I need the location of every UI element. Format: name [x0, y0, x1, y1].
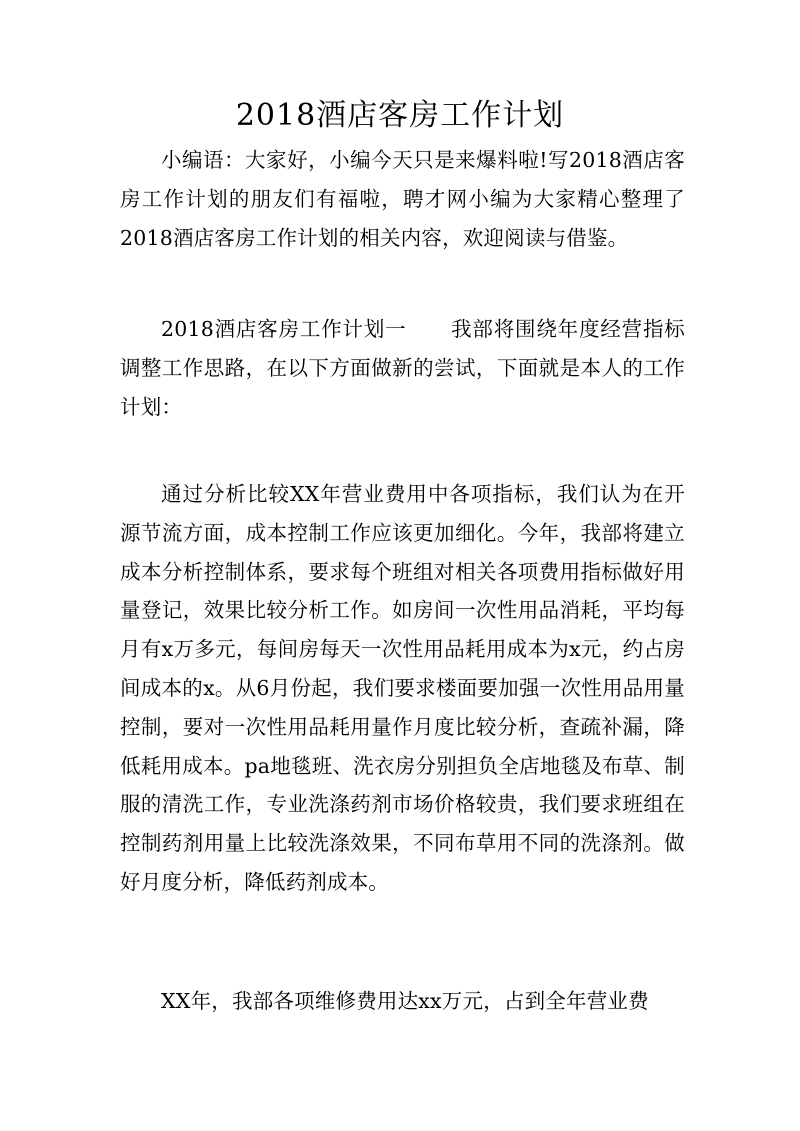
cost-control-paragraph	[120, 475, 685, 902]
plan-one-text: 我部将围绕年度经营指标调整工作思路，在以下方面做新的尝试，下面就是本人的工作计划：	[120, 317, 685, 419]
intro-paragraph	[120, 141, 685, 257]
document-title: 2018酒店客房工作计划	[235, 98, 565, 133]
maintenance-paragraph	[120, 982, 685, 1021]
intro-text: 小编语：大家好，小编今天只是来爆料啦!写2018酒店客房工作计划的朋友们有福啦，聘才网小编为大家精心整理了2018酒店客房工作计划的相关内容，欢迎阅读与借鉴。	[120, 148, 685, 250]
cost-control-text: 通过分析比较XX年营业费用中各项指标，我们认为在开源节流方面，成本控制工作应该更加细化。今年，我部将建立成本分析控制体系，要求每个班组对相关各项费用指标做好用量登记，效果比较分析工作。如房间一次性用品消耗，平均每月有x万多元，每间房每天一次性用品耗用成本为x元，约占房间成本的x。从6月份起，我们要求楼面要加强一次性用品用量控制，要对一次性用品耗用量作月度比较分析，查疏补漏，降低耗用成本。pa地毯班、洗衣房分别担负全店地毯及布草、制服的清洗工作，专业洗涤药剂市场价格较贵，我们要求班组在控制药剂用量上比较洗涤效果，不同布草用不同的洗涤剂。做好月度分析，降低药剂成本。	[120, 482, 685, 894]
plan-one-heading: 2018酒店客房工作计划一	[161, 317, 407, 341]
plan-one-paragraph	[120, 310, 685, 426]
maintenance-text: XX年，我部各项维修费用达xx万元，占到全年营业费	[161, 989, 649, 1013]
